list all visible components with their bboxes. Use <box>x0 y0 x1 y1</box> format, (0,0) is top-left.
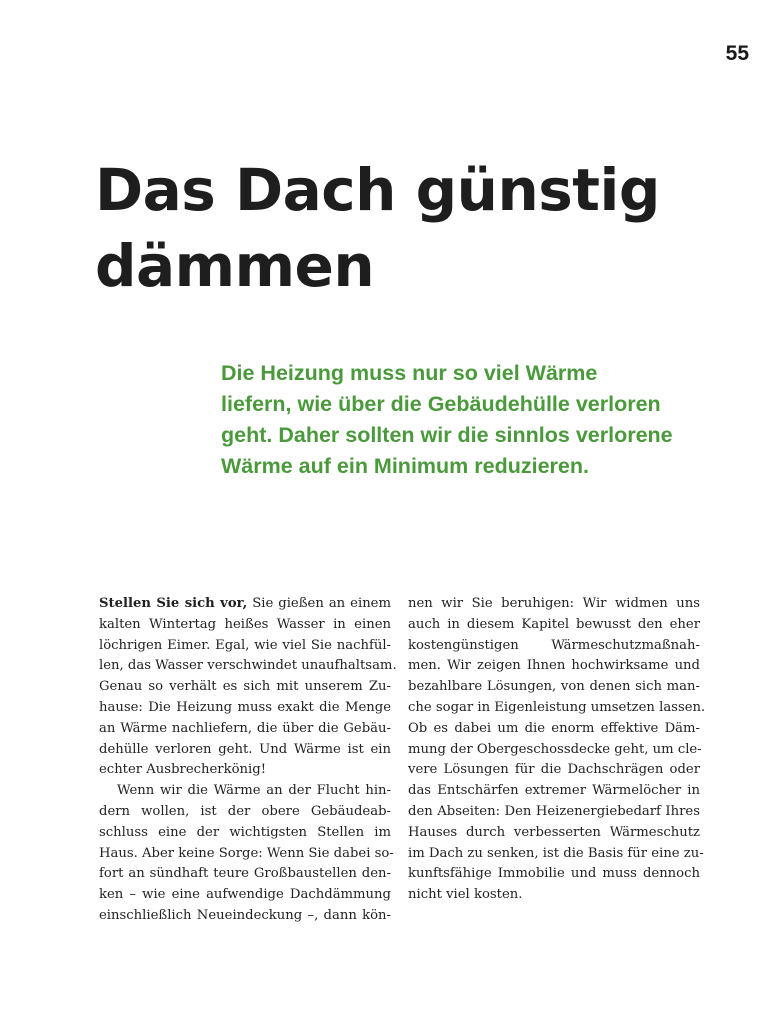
body-line: echter Ausbrecherkönig! <box>99 762 266 778</box>
title-line: dämmen <box>95 232 375 300</box>
body-line: kostengünstigen Wärmeschutzmaßnah- <box>408 637 700 653</box>
body-column-right <box>408 594 706 906</box>
body-line: len, das Wasser verschwindet unaufhaltsam. <box>99 658 397 674</box>
body-line: dehülle verloren geht. Und Wärme ist ein <box>99 741 391 757</box>
body-column-left <box>99 594 397 927</box>
body-line: Haus. Aber keine Sorge: Wenn Sie dabei so- <box>99 845 394 861</box>
body-line: Wenn wir die Wärme an der Flucht hin- <box>117 783 391 799</box>
body-line: kalten Wintertag heißes Wasser in einen <box>99 616 391 632</box>
lead-line: Die Heizung muss nur so viel Wärme <box>221 361 598 385</box>
lead-in: Stellen Sie sich vor, <box>99 596 248 611</box>
body-line: an Wärme nachliefern, die über die Gebäu- <box>99 720 391 736</box>
lead-paragraph <box>221 358 741 482</box>
lead-line: geht. Daher sollten wir die sinnlos verlorene <box>221 423 673 447</box>
body-line: men. Wir zeigen Ihnen hochwirksame und <box>408 658 700 674</box>
body-line: nicht viel kosten. <box>408 887 523 903</box>
body-line: che sogar in Eigenleistung umsetzen lassen. <box>408 699 706 715</box>
body-line: im Dach zu senken, ist die Basis für eine zu- <box>408 845 704 861</box>
page-number: 55 <box>725 42 749 65</box>
body-line: Ob es dabei um die enorm effektive Däm- <box>408 720 700 736</box>
body-line: Hauses durch verbesserten Wärmeschutz <box>408 824 700 840</box>
body-line: nen wir Sie beruhigen: Wir widmen uns <box>408 596 700 611</box>
body-line: schluss eine der wichtigsten Stellen im <box>99 824 391 840</box>
title-line: Das Dach günstig <box>95 156 660 224</box>
lead-line: Wärme auf ein Minimum reduzieren. <box>221 454 589 478</box>
page-title <box>95 152 755 304</box>
body-line: Genau so verhält es sich mit unserem Zu- <box>99 679 391 695</box>
body-line-text: Sie gießen an einem <box>247 596 391 611</box>
body-line: ken – wie eine aufwendige Dachdämmung <box>99 887 391 903</box>
body-line: mung der Obergeschossdecke geht, um cle- <box>408 741 702 757</box>
body-line: kunftsfähige Immobilie und muss dennoch <box>408 866 700 882</box>
body-line: das Entschärfen extremer Wärmelöcher in <box>408 783 700 799</box>
body-line: hause: Die Heizung muss exakt die Menge <box>99 699 391 715</box>
body-line: vere Lösungen für die Dachschrägen oder <box>408 762 700 778</box>
body-line: löchrigen Eimer. Egal, wie viel Sie nachfül- <box>99 637 391 653</box>
body-line: dern wollen, ist der obere Gebäudeab- <box>99 803 391 819</box>
body-line: einschließlich Neueindeckung –, dann kön- <box>99 907 391 923</box>
body-line: bezahlbare Lösungen, von denen sich man- <box>408 679 700 695</box>
lead-line: liefern, wie über die Gebäudehülle verloren <box>221 392 661 416</box>
body-line: fort an sündhaft teure Großbaustellen den- <box>99 866 391 882</box>
body-line: auch in diesem Kapitel bewusst den eher <box>408 616 700 632</box>
body-line <box>99 594 391 615</box>
body-line: den Abseiten: Den Heizenergiebedarf Ihres <box>408 803 700 819</box>
